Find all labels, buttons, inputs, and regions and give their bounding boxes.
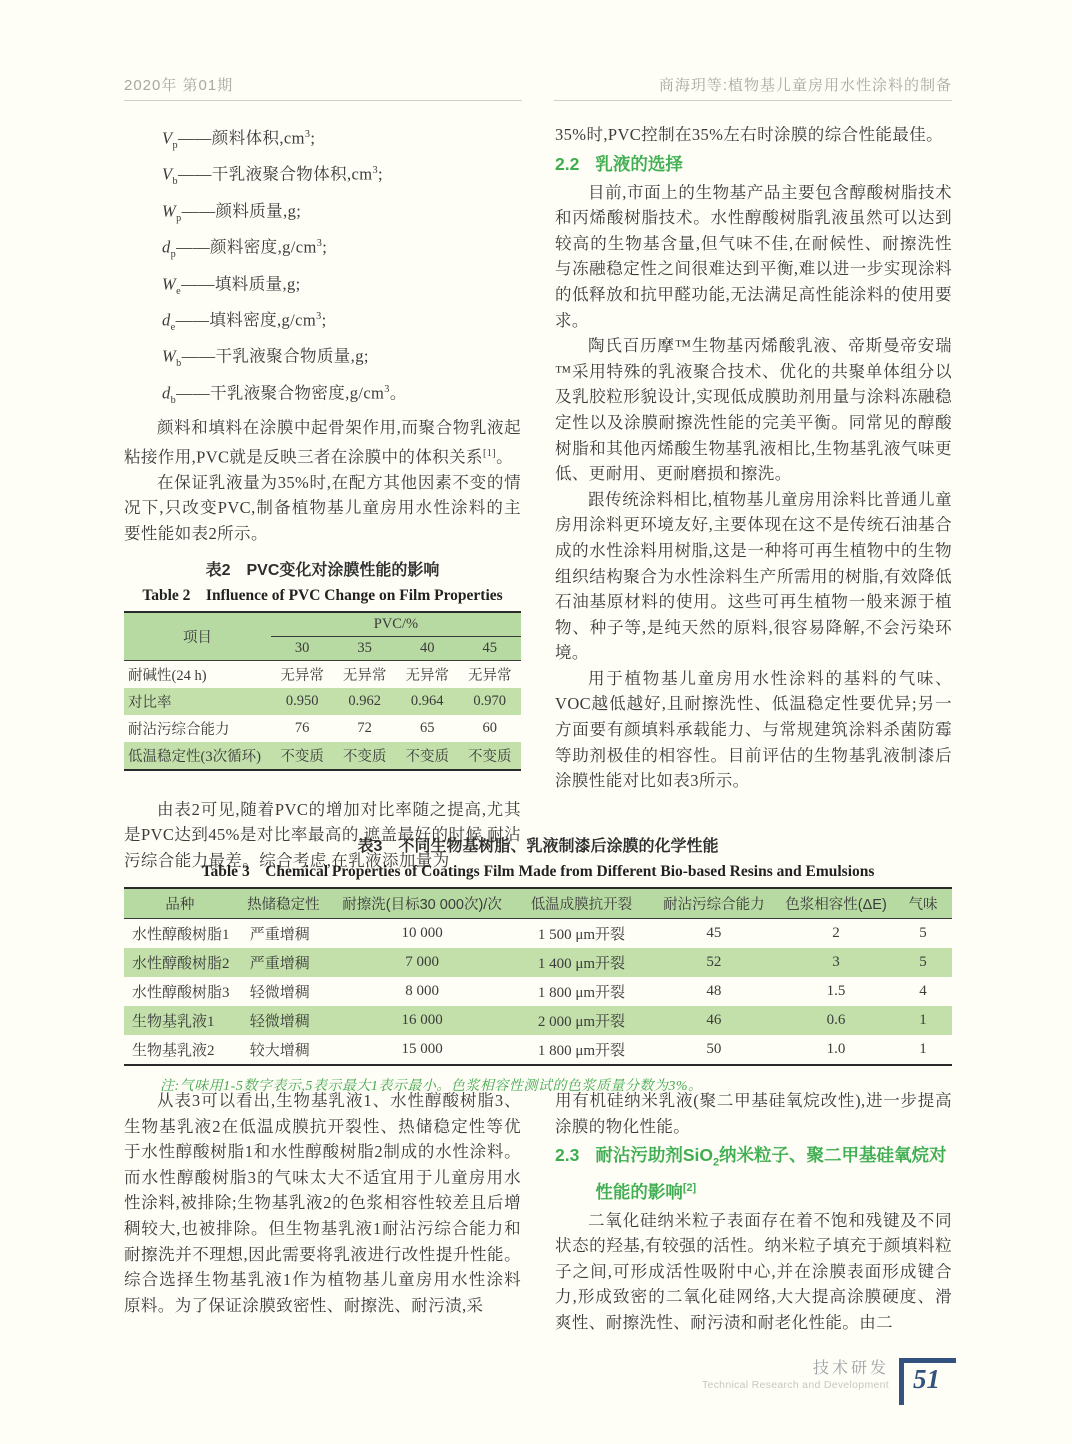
table3-header-variety: 品种 [124,888,236,919]
cell: 3 [778,948,894,977]
table-row [124,1035,952,1065]
table3-header-odor: 气味 [894,888,952,919]
cell: 52 [650,948,778,977]
table-row [124,1006,952,1035]
cell: 严重增稠 [236,948,331,977]
cell: 1 800 μm开裂 [537,985,626,1001]
cell: 1.5 [826,983,846,999]
table3-caption-cn: 表3 不同生物基树脂、乳液制漆后涂膜的化学性能 [357,838,719,855]
definition-symbol: W [162,274,177,294]
cell: 4 [919,983,927,999]
definition-symbol: d [162,310,171,330]
cell: 水性醇酸树脂1 [132,927,230,943]
table-row [124,948,952,977]
cell: 不变质 [458,742,521,770]
cell: 不变质 [396,742,459,770]
cell: 1.0 [826,1041,846,1057]
table3-resin-properties [124,887,952,1066]
cell: 1 [894,1006,952,1035]
table3-header-heat-storage: 热储稳定性 [236,888,331,919]
cell: 2 000 μm开裂 [513,1006,650,1035]
definition-text: ——干乳液聚合物密度,g/cm [176,383,385,403]
table2-col-45: 45 [458,636,521,660]
table3-section [124,833,952,1095]
page-header [124,74,952,101]
cell: 无异常 [405,667,449,684]
definition-text: ——干乳液聚合物质量,g; [181,346,369,366]
definition-subscript: p [170,248,177,260]
page-footer [702,1348,956,1405]
cell: 生物基乳液2 [132,1043,215,1059]
table3-footnote: 注:气味用1-5数字表示,5表示最大1表示最小。色浆相容性测试的色浆质量分数为3%。 [160,1079,703,1094]
definition-superscript: 3 [384,383,390,395]
section-title-text: 耐沾污助剂SiO [595,1145,713,1166]
definition-end: 。 [389,383,407,403]
table2-header-item: 项目 [124,612,271,661]
definition-superscript: 3 [316,310,322,322]
definition-text: ——颜料体积,cm [178,128,305,148]
definition-subscript: e [170,321,176,333]
definition-subscript: b [170,394,177,406]
definition-end: ; [322,237,328,257]
issue-label: 2020年 第01期 [124,74,522,101]
chemical-subscript: 2 [712,1156,720,1169]
definition-superscript: 3 [372,165,378,177]
definition-text: ——颜料质量,g; [181,201,302,221]
table2-col-40: 40 [396,636,459,660]
table2-col-35: 35 [333,636,396,660]
section-heading-2-2 [555,152,952,177]
cell: 无异常 [280,667,324,684]
cell: 76 [294,719,310,736]
definition-text: ——填料质量,g; [181,274,301,294]
table2-caption-en: Table 2 Influence of PVC Change on Film Properties [142,586,503,604]
definition-text: ——颜料密度,g/cm [176,237,317,257]
table-row [124,660,521,688]
definition-subscript: e [176,285,182,297]
section-title [595,1143,952,1204]
cell: 0.6 [778,1006,894,1035]
left-column [124,122,521,873]
bottom-left-column [124,1088,521,1335]
table-row [124,977,952,1006]
cell: 轻微增稠 [249,985,310,1001]
cell: 水性醇酸树脂3 [132,985,230,1001]
definition-line [124,268,521,304]
cell: 1 500 μm开裂 [537,927,626,943]
definition-subscript: b [172,176,178,188]
table3-caption [124,833,952,881]
cell: 0.962 [333,688,396,715]
variable-definitions [124,122,521,413]
table-row [124,919,952,949]
definition-subscript: p [176,212,182,224]
definition-symbol: W [162,346,177,366]
definition-symbol: W [162,201,177,221]
paragraph-pvc-role [124,415,521,470]
cell: 7 000 [331,948,513,977]
table-row [124,715,521,742]
row-label: 耐碱性(24 h) [128,667,207,684]
cell: 5 [894,948,952,977]
table2-caption [124,557,521,605]
top-columns [124,122,952,873]
section-heading-2-3 [555,1143,952,1204]
table2-col-30: 30 [271,636,334,660]
cell: 1 800 μm开裂 [537,1043,626,1059]
table2-caption-cn: 表2 PVC变化对涂膜性能的影响 [205,561,440,579]
cell: 严重增稠 [249,927,310,943]
running-title: 商海玥等:植物基儿童房用水性涂料的制备 [554,74,952,101]
footer-section-cn: 技术研发 [812,1360,889,1377]
table3-header-stain: 耐沾污综合能力 [650,888,778,919]
paragraph-text: 颜料和填料在涂膜中起骨架作用,而聚合物乳液起粘接作用,PVC就是反映三者在涂膜中的体积关系 [124,418,521,467]
cell: 不变质 [271,742,334,770]
section-title-text: 纳米粒子、聚二甲基硅氧烷对性能的影响 [595,1145,947,1202]
footer-section-en: Technical Research and Development [701,1379,889,1391]
row-label: 耐沾污综合能力 [128,721,230,738]
definition-symbol: d [162,383,171,403]
definition-text: ——干乳液聚合物体积,cm [178,164,373,184]
definition-line [124,377,521,413]
cell: 较大增稠 [249,1043,310,1059]
cell: 1 400 μm开裂 [513,948,650,977]
cell: 50 [706,1041,722,1057]
section-title: 乳液的选择 [595,153,683,174]
definition-superscript: 3 [316,238,323,250]
definition-subscript: p [172,139,178,151]
cell: 72 [357,719,372,736]
cell: 65 [419,719,435,736]
definition-symbol: d [162,237,171,257]
cell: 16 000 [331,1006,513,1035]
table-row [124,742,521,770]
cell: 5 [919,925,927,941]
citation-ref-2: [2] [682,1181,697,1194]
citation-ref-1: [1] [482,447,497,459]
table3-header-colorant: 色浆相容性(ΔE) [778,888,894,919]
cell: 2 [832,925,840,941]
definition-line [124,231,521,267]
table3-header-scrub: 耐擦洗(目标30 000次)/次 [331,888,513,919]
page-number: 51 [899,1358,956,1405]
definition-line [124,195,521,231]
right-column [555,122,952,873]
paragraph-table3-discussion: 从表3可以看出,生物基乳液1、水性醇酸树脂3、生物基乳液2在低温成膜抗开裂性、热储稳定性等优于水性醇酸树脂1和水性醇酸树脂2制成的水性涂料。而水性醇酸树脂3的气味太大不适宜用于儿童房用水性涂料,被排除;生物基乳液2的色浆相容性较差且后增稠较大,也被排除。但生物基乳液1耐沾污综合能力和耐擦洗并不理想,因此需要将乳液进行改性提升性能。综合选择生物基乳液1作为植物基儿童房用水性涂料原料。为了保证涂膜致密性、耐擦洗、耐污渍,采 [124,1091,521,1315]
cell: 0.964 [396,688,459,715]
cell: 48 [706,983,722,999]
row-label: 低温稳定性(3次循环) [124,742,271,770]
row-label: 对比率 [124,688,271,715]
table2-header-group: PVC/% [271,612,521,637]
cell: 15 000 [401,1041,443,1057]
definition-end: ; [378,164,383,184]
cell: 无异常 [467,667,512,684]
definition-end: ; [310,128,316,148]
paragraph-silicone-modification: 用有机硅纳米乳液(聚二甲基硅氧烷改性),进一步提高涂膜的物化性能。 [555,1091,952,1136]
cell: 水性醇酸树脂2 [124,948,236,977]
footer-section-label [702,1355,889,1391]
table3-header-crack: 低温成膜抗开裂 [513,888,650,919]
cell: 无异常 [342,667,387,684]
cell: 0.970 [458,688,521,715]
cell: 45 [706,925,722,941]
section-number: 2.3 [555,1145,580,1166]
section-number: 2.2 [555,153,580,174]
paragraph-emulsion-tech: 陶氏百历摩™生物基丙烯酸乳液、帝斯曼帝安瑞™采用特殊的乳液聚合技术、优化的共聚单体组分以及乳胶粒形貌设计,实现低成膜助剂用量与涂料冻融稳定性以及涂膜耐擦洗性能的完美平衡。同常见的醇酸树脂和其他丙烯酸生物基乳液相比,生物基乳液气味更低、更耐用、更耐磨损和擦洗。 [555,336,952,484]
paragraph-bio-products: 目前,市面上的生物基产品主要包含醇酸树脂技术和丙烯酸树脂技术。水性醇酸树脂乳液虽然可以达到较高的生物基含量,但气味不佳,在耐候性、耐擦洗性与冻融稳定性之间很难达到平衡,难以进一步实现涂料的低释放和抗甲醛功能,无法满足高性能涂料的使用要求。 [555,182,952,330]
cell: 0.950 [271,688,334,715]
cell: 轻微增稠 [236,1006,331,1035]
definition-line [124,158,521,194]
paragraph-text: 。 [496,447,513,467]
definition-subscript: b [176,358,182,370]
paragraph-continuation: 35%时,PVC控制在35%左右时涂膜的综合性能最佳。 [555,125,944,144]
cell: 8 000 [405,983,439,999]
paragraph-experiment-setup: 在保证乳液量为35%时,在配方其他因素不变的情况下,只改变PVC,制备植物基儿童房用水性涂料的主要性能如表2所示。 [124,472,521,543]
cell: 46 [650,1006,778,1035]
cell: 10 000 [401,925,443,941]
definition-line [124,340,521,376]
cell: 生物基乳液1 [124,1006,236,1035]
definition-text: ——填料密度,g/cm [175,310,317,330]
paragraph-silica-nanoparticles: 二氧化硅纳米粒子表面存在着不饱和残键及不同状态的羟基,有较强的活性。纳米粒子填充于颜填料粒子之间,可形成活性吸附中心,并在涂膜表面形成键合力,形成致密的二氧化硅网络,大大提高涂膜硬度、滑爽性、耐擦洗性、耐污渍和耐老化性能。由二 [555,1210,952,1332]
paragraph-eco-friendly: 跟传统涂料相比,植物基儿童房用涂料比普通儿童房用涂料更环境友好,主要体现在这不是传统石油基合成的水性涂料用树脂,这是一种将可再生植物中的生物组织结构聚合为水性涂料生产所需用的树脂,有效降低石油基原材料的使用。这些可再生植物一般来源于植物、种子等,是纯天然的原料,很容易降解,不会污染环境。 [555,489,952,663]
table-row [124,688,521,715]
paragraph-table2-discussion: 由表2可见,随着PVC的增加对比率随之提高,尤其是PVC达到45%是对比率最高的,遮盖最好的时候,耐沾污综合能力最差。综合考虑,在乳液添加量为 [124,799,521,870]
bottom-right-column [555,1088,952,1335]
cell: 不变质 [333,742,396,770]
bottom-columns [124,1088,952,1335]
definition-line [124,122,521,158]
definition-symbol: V [162,164,173,184]
cell: 1 [919,1041,927,1057]
table2-pvc-influence [124,611,521,771]
definition-end: ; [321,310,327,330]
definition-line [124,304,521,340]
table3-caption-en: Table 3 Chemical Properties of Coatings Film Made from Different Bio-based Resins and Emulsions [201,863,875,880]
paragraph-base-requirements: 用于植物基儿童房用水性涂料的基料的气味、VOC越低越好,且耐擦洗性、低温稳定性要优异;另一方面要有颜填料承载能力、与常规建筑涂料杀菌防霉等助剂极佳的相容性。目前评估的生物基乳液制漆后涂膜性能对比如表3所示。 [555,668,952,791]
definition-superscript: 3 [304,129,311,140]
definition-symbol: V [162,128,173,148]
cell: 60 [482,719,497,736]
